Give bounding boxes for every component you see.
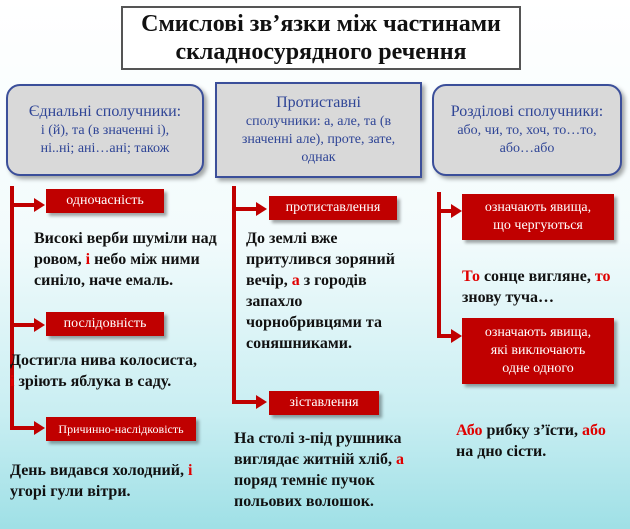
tag-cause-effect	[46, 417, 196, 441]
header-adversative-line-1: Протиставні	[276, 94, 361, 111]
example-line: То сонце вигляне, то	[462, 268, 611, 285]
header-conjunctive-line-2: ні..ні; ані…ані; також	[40, 141, 170, 156]
example-line: чорнобривцями та	[246, 314, 382, 331]
header-conjunctive	[6, 84, 204, 176]
example-line: запахло	[246, 293, 303, 310]
connector-horizontal-col1-a	[10, 203, 36, 207]
connector-horizontal-col2-a	[232, 207, 258, 211]
connector-horizontal-col1-b	[10, 323, 36, 327]
tag-alternating-line-1: означають явища,	[484, 200, 592, 215]
example-line: ровом, і небо між ними	[34, 251, 200, 268]
example-line: Або рибку з’їсти, або	[456, 422, 606, 439]
tag-opposition	[269, 196, 397, 220]
connector-horizontal-col2-b	[232, 400, 258, 404]
connector-horizontal-col1-c	[10, 426, 36, 430]
tag-comparison	[269, 391, 379, 415]
example-line: вечір, а з городів	[246, 272, 367, 289]
tag-alternating-line-2: що чергуються	[493, 218, 583, 233]
conjunction-highlight: і	[85, 251, 91, 268]
example-line: знову туча…	[462, 289, 555, 306]
connector-vertical-col2	[232, 186, 236, 402]
arrow-right-icon	[34, 421, 45, 435]
example-sequence	[10, 350, 232, 392]
arrow-right-icon	[256, 202, 267, 216]
header-disjunctive-line-2: або, чи, то, хоч, то…то,	[457, 123, 597, 138]
example-line: соняшниками.	[246, 335, 353, 352]
example-comparison	[234, 428, 430, 512]
tag-exclusive-line-2: які виключають	[490, 343, 586, 358]
conjunction-highlight: а	[291, 272, 300, 289]
conjunction-highlight: або	[582, 422, 606, 439]
tag-simultaneity-label: одночасність	[66, 193, 144, 208]
example-line: поряд темніє пучок	[234, 472, 375, 489]
header-disjunctive-line-1: Розділові сполучники:	[450, 103, 604, 120]
conjunction-highlight: а	[395, 451, 404, 468]
conjunction-highlight: Або	[456, 422, 483, 439]
tag-alternating	[462, 194, 614, 240]
arrow-right-icon	[34, 198, 45, 212]
tag-exclusive-line-1: означають явища,	[484, 325, 592, 340]
example-line: виглядає житній хліб, а	[234, 451, 404, 468]
example-line: Високі верби шуміли над	[34, 230, 217, 247]
example-line: На столі з-під рушника	[234, 430, 402, 447]
header-adversative-line-2: сполучники: а, але, та (в	[245, 114, 392, 129]
example-line: притулився зоряний	[246, 251, 395, 268]
title-line-2: складносурядного речення	[175, 39, 467, 65]
arrow-right-icon	[451, 204, 462, 218]
conjunction-highlight: і	[10, 373, 15, 390]
tag-sequence-label: послідовність	[63, 316, 147, 331]
header-adversative-line-4: однак	[301, 150, 336, 165]
conjunction-highlight: і	[187, 462, 193, 479]
header-conjunctive-title: Єднальні сполучники:	[28, 103, 182, 120]
example-line: польових волошок.	[234, 493, 374, 510]
example-line: на дно сісти.	[456, 443, 547, 460]
example-alternating	[462, 266, 626, 308]
header-adversative-line-3: значенні але), проте, зате,	[241, 132, 396, 147]
conjunction-highlight: то	[594, 268, 611, 285]
header-disjunctive	[432, 84, 622, 176]
tag-exclusive-line-3: одне одного	[502, 361, 574, 376]
tag-opposition-label: протиставлення	[285, 200, 381, 215]
tag-sequence	[46, 312, 164, 336]
header-conjunctive-line-1: і (й), та (в значенні і),	[40, 123, 170, 138]
example-line: Достигла нива колосиста,	[10, 352, 197, 369]
example-simultaneity	[34, 228, 230, 291]
example-line: і зріють яблука в саду.	[10, 373, 172, 390]
example-line: День видався холодний, і	[10, 462, 193, 479]
tag-cause-effect-label: Причинно-наслідковість	[58, 422, 184, 436]
arrow-right-icon	[451, 329, 462, 343]
tag-simultaneity	[46, 189, 164, 213]
arrow-right-icon	[256, 395, 267, 409]
title-line-1: Смислові зв’язки між частинами	[141, 11, 501, 37]
connector-vertical-col3	[437, 192, 441, 336]
example-line: угорі гули вітри.	[10, 483, 131, 500]
diagram-title	[121, 6, 521, 70]
arrow-right-icon	[34, 318, 45, 332]
example-line: синіло, наче емаль.	[34, 272, 174, 289]
header-adversative	[215, 82, 422, 178]
example-line: До землі вже	[246, 230, 338, 247]
header-disjunctive-line-3: або…або	[499, 141, 555, 156]
example-exclusive	[456, 420, 626, 462]
example-opposition	[246, 228, 426, 354]
example-cause-effect	[10, 460, 230, 502]
tag-mutually-exclusive	[462, 318, 614, 384]
tag-comparison-label: зіставлення	[289, 395, 359, 410]
conjunction-highlight: То	[462, 268, 480, 285]
